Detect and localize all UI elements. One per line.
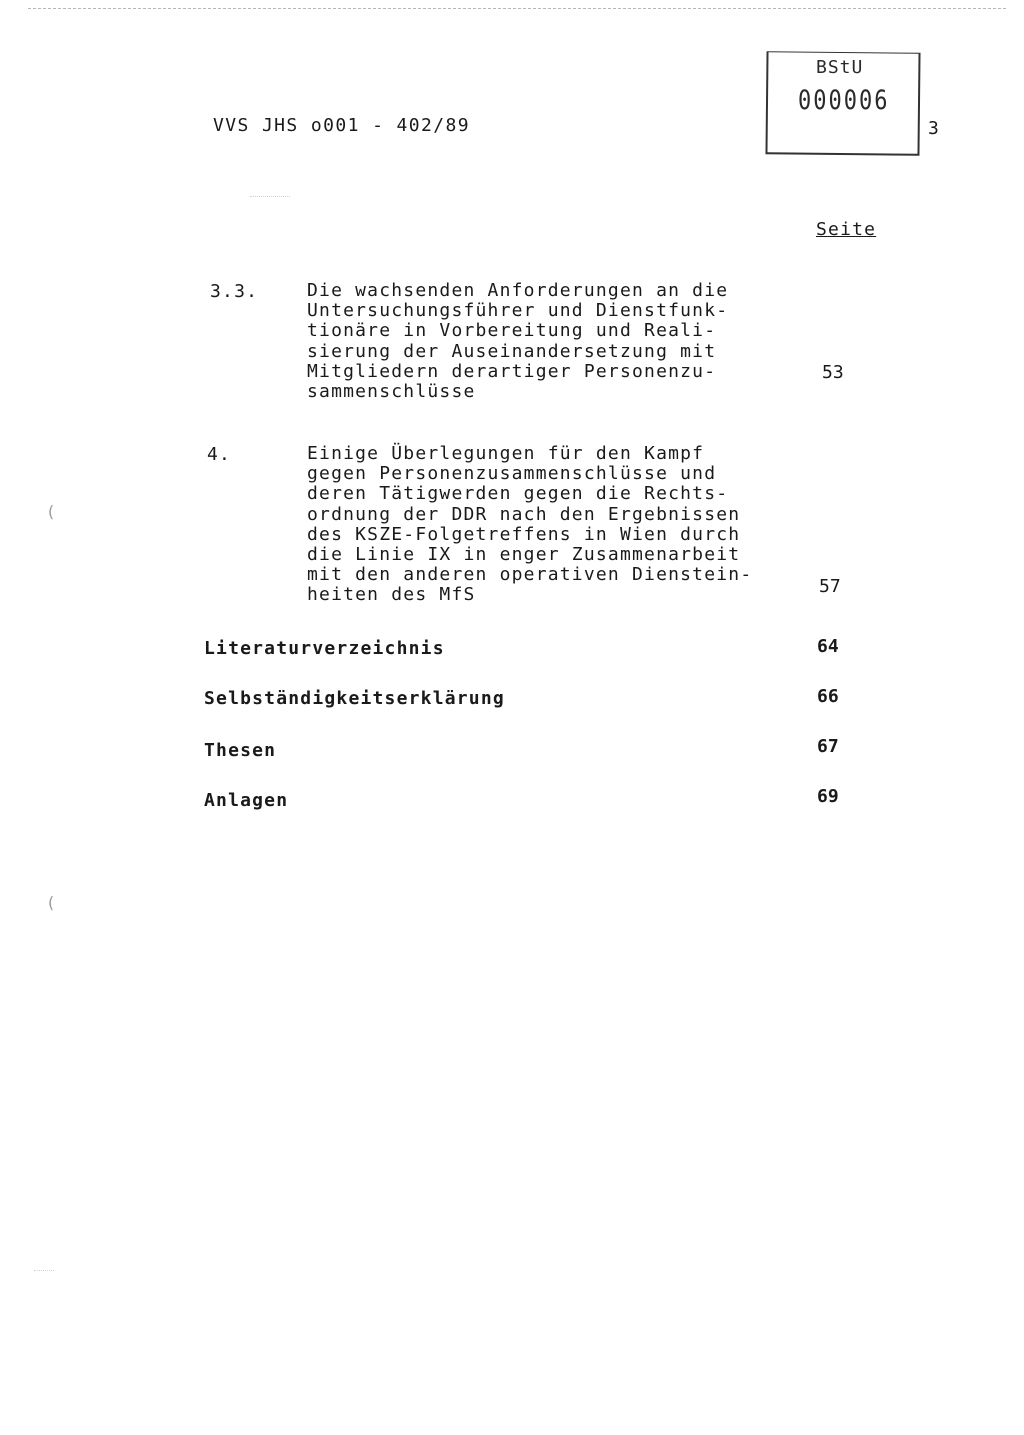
toc-entry-title: Die wachsenden Anforderungen an die Untersuchungsführer und Dienstfunk- tionäre in Vorbereitung und Reali- sierung der Auseinandersetzung mit Mitgliedern derartiger Personenzu- sammenschlüsse	[307, 280, 729, 403]
toc-entry-page: 57	[819, 576, 841, 597]
toc-row-page: 66	[817, 686, 839, 707]
toc-row-title: Selbständigkeitserklärung	[204, 688, 505, 709]
scan-mark: (	[46, 893, 56, 912]
toc-row-page: 69	[817, 786, 839, 807]
toc-row-page: 67	[817, 736, 839, 757]
toc-row-title: Anlagen	[204, 790, 289, 811]
toc-row-title: Thesen	[204, 740, 277, 761]
document-reference: VVS JHS o001 - 402/89	[213, 115, 470, 136]
toc-entry-number: 4.	[207, 444, 232, 465]
page-column-heading: Seite	[816, 219, 877, 240]
toc-entry-page: 53	[822, 362, 844, 383]
toc-entry-title: Einige Überlegungen für den Kampf gegen Personenzusammenschlüsse und deren Tätigwerden gegen die Rechts- ordnung der DDR nach den Ergebnissen des KSZE-Folgetreffens in Wien durch die Linie IX in enger Zusammenarbeit mit den anderen operativen Dienstein- heiten des MfS	[307, 443, 753, 606]
scan-mark: (	[46, 502, 56, 521]
archive-stamp-label: BStU	[816, 57, 864, 78]
archive-stamp-number: 000006	[798, 86, 890, 117]
toc-row-title: Literaturverzeichnis	[204, 638, 445, 659]
toc-row-page: 64	[817, 636, 839, 657]
toc-entry-number: 3.3.	[210, 281, 259, 302]
page-number: 3	[928, 118, 941, 139]
scan-edge-line	[28, 8, 1006, 9]
scan-speck	[34, 1270, 54, 1271]
scan-speck	[250, 196, 290, 197]
